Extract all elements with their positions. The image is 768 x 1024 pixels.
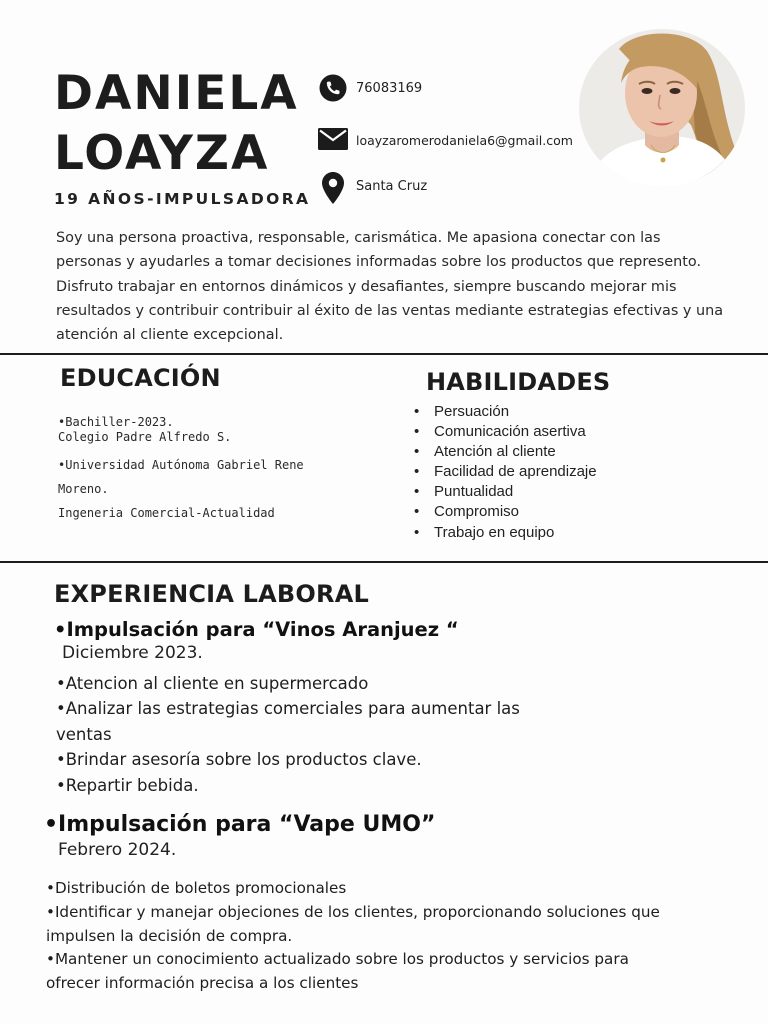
- divider-bottom: [0, 561, 768, 563]
- education-item: •Bachiller-2023.: [58, 415, 174, 429]
- phone-icon: [316, 73, 350, 103]
- job-bullet: •Mantener un conocimiento actualizado sobre los productos y servicios para: [46, 950, 629, 969]
- profile-photo: [579, 29, 745, 187]
- job-bullet: impulsen la decisión de compra.: [46, 926, 293, 945]
- experience-title: EXPERIENCIA LABORAL: [54, 580, 369, 608]
- job-bullet: •Brindar asesoría sobre los productos clave.: [56, 750, 422, 770]
- education-item: Colegio Padre Alfredo S.: [58, 430, 232, 444]
- job-date: Febrero 2024.: [58, 840, 177, 860]
- last-name: LOAYZA: [54, 126, 270, 181]
- job-bullet: •Atencion al cliente en supermercado: [56, 674, 369, 693]
- job-date: Diciembre 2023.: [62, 643, 203, 663]
- job-title: •Impulsación para “Vape UMO”: [44, 812, 436, 837]
- skill-item: • Facilidad de aprendizaje: [412, 462, 597, 482]
- job-bullet: ventas: [56, 724, 112, 744]
- skill-item: • Atención al cliente: [412, 442, 597, 462]
- job-bullet: •Identificar y manejar objeciones de los clientes, proporcionando soluciones que: [46, 902, 660, 921]
- skill-item: • Persuación: [412, 402, 597, 422]
- education-item: Ingeneria Comercial-Actualidad: [58, 506, 275, 520]
- profile-summary: Soy una persona proactiva, responsable, carismática. Me apasiona conectar con las personas y ayudarles a tomar decisiones informadas sobre los productos que represento. Disfruto trabajar en entornos dinámicos y desafiantes, siempre buscando mejorar mis resultados y contribuir contribuir al éxito de las ventas mediante estrategias efectivas y una atención al cliente excepcional.: [56, 230, 724, 344]
- phone-number: 76083169: [356, 81, 423, 96]
- location: Santa Cruz: [356, 179, 428, 194]
- email-address: loayzaromerodaniela6@gmail.com: [356, 133, 573, 148]
- subtitle: 19 AÑOS-IMPULSADORA: [54, 190, 311, 208]
- first-name: DANIELA: [54, 66, 299, 121]
- education-item: •Universidad Autónoma Gabriel Rene: [58, 458, 304, 472]
- job-bullet: •Analizar las estrategias comerciales para aumentar las: [56, 699, 520, 719]
- job-bullet: •Distribución de boletos promocionales: [46, 879, 347, 897]
- job-responsibilities: [46, 877, 660, 996]
- job-bullet: ofrecer información precisa a los clientes: [46, 974, 359, 993]
- skill-item: • Trabajo en equipo: [412, 523, 597, 543]
- skill-item: • Comunicación asertiva: [412, 422, 597, 442]
- mail-icon: [316, 124, 350, 154]
- skill-item: • Compromiso: [412, 502, 597, 522]
- skill-item: • Puntualidad: [412, 482, 597, 502]
- skills-title: HABILIDADES: [426, 368, 611, 396]
- location-pin-icon: [316, 171, 350, 205]
- education-item: Moreno.: [58, 482, 109, 496]
- job-bullet: •Repartir bebida.: [56, 775, 199, 795]
- divider-top: [0, 353, 768, 355]
- job-responsibilities: [56, 671, 520, 798]
- job-title: •Impulsación para “Vinos Aranjuez “: [54, 618, 459, 641]
- education-title: EDUCACIÓN: [60, 364, 221, 392]
- skills-list: [412, 402, 597, 543]
